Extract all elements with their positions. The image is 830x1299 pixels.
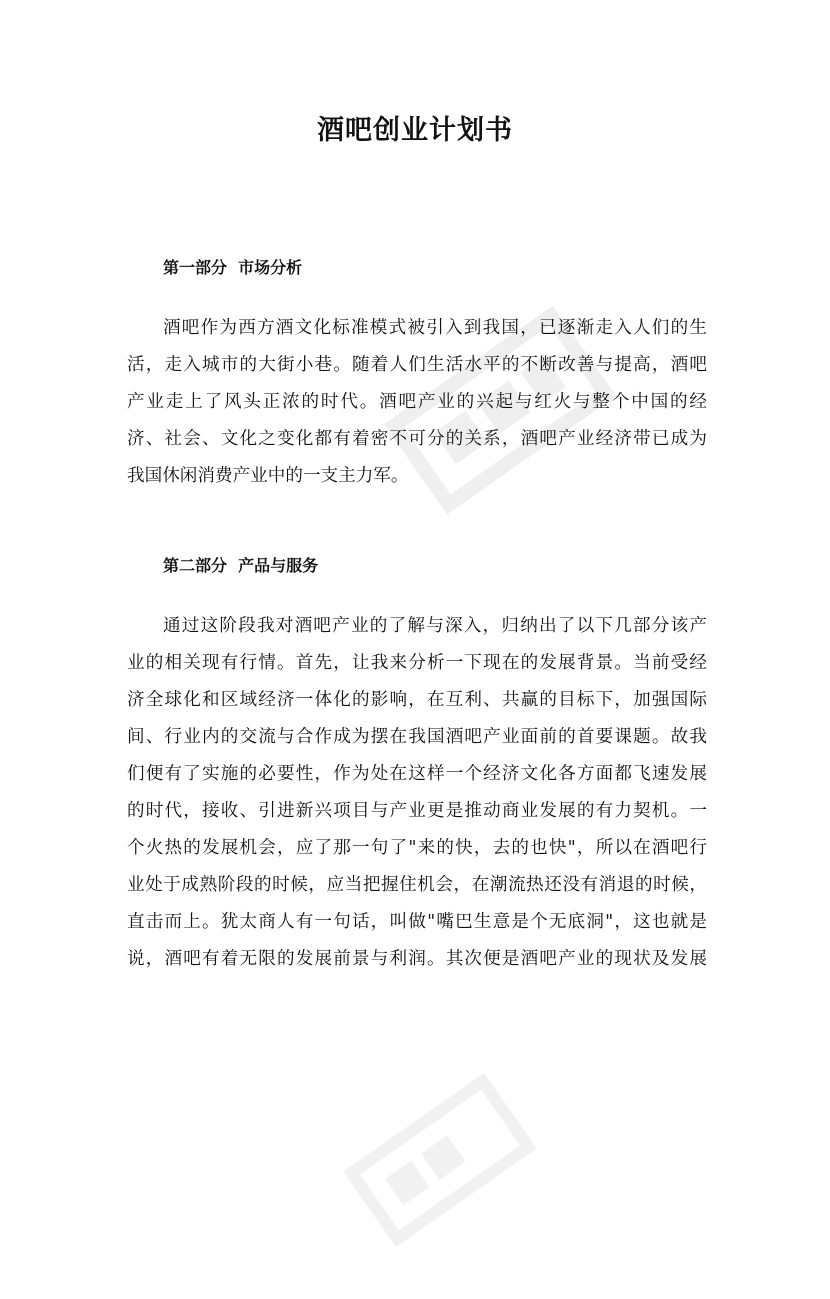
document-title: 酒吧创业计划书 xyxy=(317,115,513,146)
paragraph-line: 我国休闲消费产业中的一支主力军。 xyxy=(127,466,409,486)
section-heading-products-services: 第二部分 产品与服务 xyxy=(163,556,319,575)
paragraph-line: 个火热的发展机会，应了那一句了"来的快，去的也快"，所以在酒吧行 xyxy=(127,838,707,858)
paragraph-line: 说，酒吧有着无限的发展前景与利润。其次便是酒吧产业的现状及发展 xyxy=(127,949,707,969)
paragraph-line: 济全球化和区域经济一体化的影响，在互利、共赢的目标下，加强国际 xyxy=(127,690,707,710)
watermark-icon xyxy=(301,1021,580,1299)
paragraph-line: 活，走入城市的大街小巷。随着人们生活水平的不断改善与提高，酒吧 xyxy=(127,355,707,375)
paragraph-line: 直击而上。犹太商人有一句话，叫做"嘴巴生意是个无底洞"，这也就是 xyxy=(127,912,707,932)
paragraph-line: 业处于成熟阶段的时候，应当把握住机会，在潮流热还没有消退的时候， xyxy=(127,875,707,895)
paragraph-line: 酒吧作为西方酒文化标准模式被引入到我国，已逐渐走入人们的生 xyxy=(163,318,707,338)
paragraph-line: 间、行业内的交流与合作成为摆在我国酒吧产业面前的首要课题。故我 xyxy=(127,727,707,747)
paragraph-products-services xyxy=(127,608,707,978)
paragraph-line: 产业走上了风头正浓的时代。酒吧产业的兴起与红火与整个中国的经 xyxy=(127,392,707,412)
section-heading-market-analysis: 第一部分 市场分析 xyxy=(163,258,303,277)
paragraph-line: 通过这阶段我对酒吧产业的了解与深入，归纳出了以下几部分该产 xyxy=(163,616,707,636)
paragraph-line: 的时代，接收、引进新兴项目与产业更是推动商业发展的有力契机。一 xyxy=(127,801,707,821)
paragraph-line: 业的相关现有行情。首先，让我来分析一下现在的发展背景。当前受经 xyxy=(127,653,707,673)
paragraph-line: 们便有了实施的必要性，作为处在这样一个经济文化各方面都飞速发展 xyxy=(127,764,707,784)
paragraph-market-analysis xyxy=(127,310,707,495)
paragraph-line: 济、社会、文化之变化都有着密不可分的关系，酒吧产业经济带已成为 xyxy=(127,429,707,449)
